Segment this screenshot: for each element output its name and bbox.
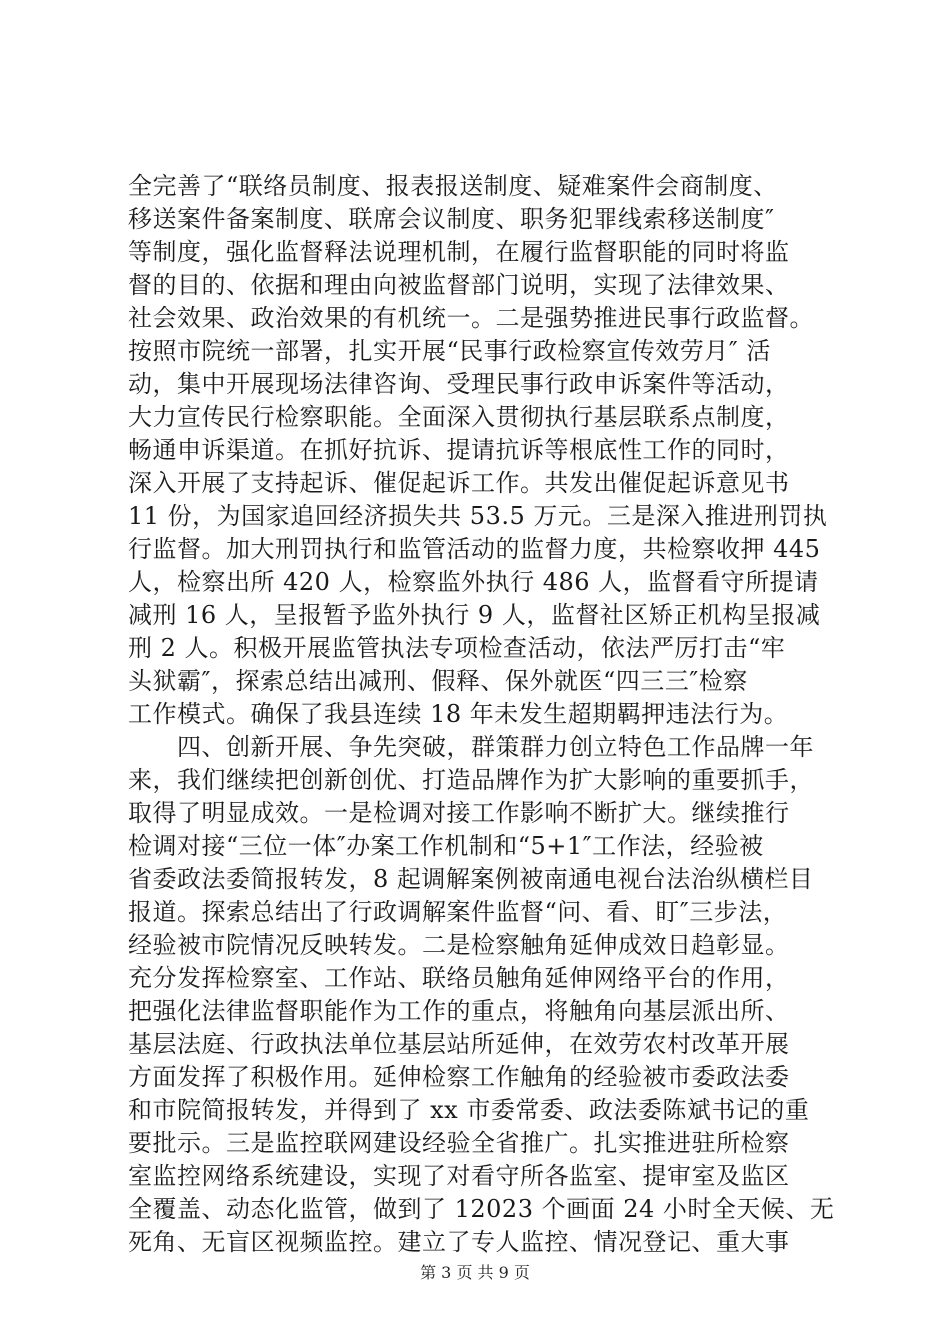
text-line: 室监控网络系统建设，实现了对看守所各监室、提审室及监区 (128, 1162, 790, 1190)
text-line: 检调对接“三位一体″办案工作机制和“5+1″工作法，经验被 (128, 832, 764, 860)
page-footer: 第 3 页 共 9 页 (420, 1263, 530, 1282)
text-line: 取得了明显成效。一是检调对接工作影响不断扩大。继续推行 (128, 799, 790, 827)
text-line: 畅通申诉渠道。在抓好抗诉、提请抗诉等根底性工作的同时， (128, 436, 790, 464)
text-line: 人，检察出所 420 人，检察监外执行 486 人，监督看守所提请 (128, 568, 819, 596)
text-line: 充分发挥检察室、工作站、联络员触角延伸网络平台的作用， (128, 964, 790, 992)
text-line: 省委政法委简报转发，8 起调解案例被南通电视台法治纵横栏目 (128, 865, 814, 893)
text-line: 来，我们继续把创新创优、打造品牌作为扩大影响的重要抓手， (128, 766, 814, 794)
text-line: 头狱霸″，探索总结出减刑、假释、保外就医“四三三″检察 (128, 667, 748, 695)
text-line: 要批示。三是监控联网建设经验全省推广。扎实推进驻所检察 (128, 1129, 790, 1157)
text-line: 按照市院统一部署，扎实开展“民事行政检察宣传效劳月″ 活 (128, 337, 771, 365)
text-line: 方面发挥了积极作用。延伸检察工作触角的经验被市委政法委 (128, 1063, 790, 1091)
text-line: 督的目的、依据和理由向被监督部门说明，实现了法律效果、 (128, 271, 790, 299)
body-text (128, 170, 848, 1259)
text-line: 移送案件备案制度、联席会议制度、职务犯罪线索移送制度″ (128, 205, 775, 233)
text-line: 死角、无盲区视频监控。建立了专人监控、情况登记、重大事 (128, 1228, 790, 1256)
text-line: 报道。探索总结出了行政调解案件监督“问、看、盯″三步法， (128, 898, 788, 926)
text-line: 深入开展了支持起诉、催促起诉工作。共发出催促起诉意见书 (128, 469, 790, 497)
text-line: 刑 2 人。积极开展监管执法专项检查活动，依法严厉打击“牢 (128, 634, 786, 662)
text-line: 动，集中开展现场法律咨询、受理民事行政申诉案件等活动， (128, 370, 790, 398)
text-line: 社会效果、政治效果的有机统一。二是强势推进民事行政监督。 (128, 304, 814, 332)
text-line: 工作模式。确保了我县连续 18 年未发生超期羁押违法行为。 (128, 700, 789, 728)
text-line: 全覆盖、动态化监管，做到了 12023 个画面 24 小时全天候、无 (128, 1195, 835, 1223)
text-line: 11 份，为国家追回经济损失共 53.5 万元。三是深入推进刑罚执 (128, 502, 828, 530)
text-line: 经验被市院情况反映转发。二是检察触角延伸成效日趋彰显。 (128, 931, 790, 959)
text-line: 全完善了“联络员制度、报表报送制度、疑难案件会商制度、 (128, 172, 778, 200)
text-line: 行监督。加大刑罚执行和监管活动的监督力度，共检察收押 445 (128, 535, 821, 563)
text-line: 四、创新开展、争先突破，群策群力创立特色工作品牌一年 (128, 733, 814, 761)
text-line: 大力宣传民行检察职能。全面深入贯彻执行基层联系点制度， (128, 403, 790, 431)
text-line: 基层法庭、行政执法单位基层站所延伸，在效劳农村改革开展 (128, 1030, 790, 1058)
text-line: 把强化法律监督职能作为工作的重点，将触角向基层派出所、 (128, 997, 790, 1025)
text-line: 和市院简报转发，并得到了 xx 市委常委、政法委陈斌书记的重 (128, 1096, 810, 1124)
text-line: 等制度，强化监督释法说理机制，在履行监督职能的同时将监 (128, 238, 790, 266)
text-line: 减刑 16 人，呈报暂予监外执行 9 人，监督社区矫正机构呈报减 (128, 601, 821, 629)
